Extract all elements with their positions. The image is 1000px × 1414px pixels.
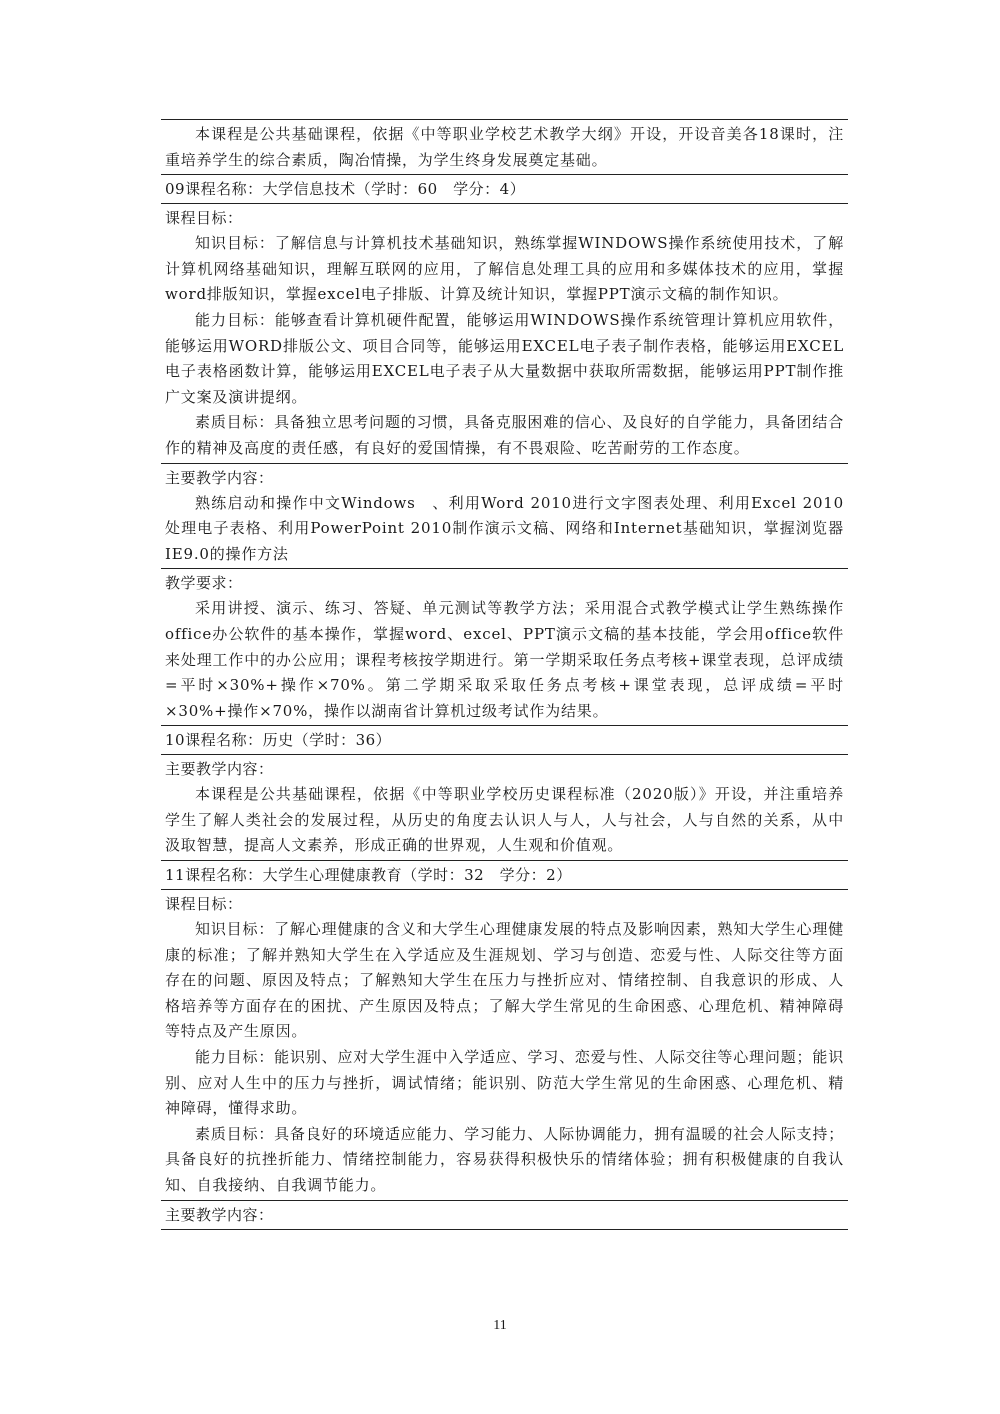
section-label: 主要教学内容：	[165, 760, 274, 779]
section-label: 主要教学内容：	[165, 468, 274, 487]
course-10-header: 10课程名称：历史（学时：36）	[161, 726, 848, 755]
paragraph: 熟练启动和操作中文Windows 、利用Word 2010进行文字图表处理、利用Excel 2010处理电子表格、利用PowerPoint 2010制作演示文稿、网络和Internet基础知识，掌握浏览器IE9.0的操作方法	[165, 493, 844, 563]
course-11-header: 11课程名称：大学生心理健康教育（学时：32 学分：2）	[161, 861, 848, 890]
section-label: 主要教学内容：	[165, 1205, 274, 1224]
section-label: 课程目标：	[165, 895, 243, 914]
course-table	[161, 119, 848, 1230]
course-09-objectives	[161, 204, 848, 463]
paragraph: 素质目标：具备独立思考问题的习惯，具备克服困难的信心、及良好的自学能力，具备团结合作的精神及高度的责任感，有良好的爱国情操，有不畏艰险、吃苦耐劳的工作态度。	[165, 413, 844, 457]
paragraph: 采用讲授、演示、练习、答疑、单元测试等教学方法；采用混合式教学模式让学生熟练操作office办公软件的基本操作，掌握word、excel、PPT演示文稿的基本技能，学会用office软件来处理工作中的办公应用；课程考核按学期进行。第一学期采取任务点考核+课堂表现，总评成绩=平时×30%+操作×70%。第二学期采取采取任务点考核+课堂表现，总评成绩=平时×30%+操作×70%，操作以湖南省计算机过级考试作为结果。	[165, 599, 844, 720]
course-09-teaching-requirements	[161, 569, 848, 726]
course-10-main-content	[161, 755, 848, 861]
paragraph: 本课程是公共基础课程，依据《中等职业学校历史课程标准（2020版）》开设，并注重培养学生了解人类社会的发展过程，从历史的角度去认识人与人，人与社会，人与自然的关系，从中汲取智慧，提高人文素养，形成正确的世界观，人生观和价值观。	[165, 785, 844, 855]
course-09-header: 09课程名称：大学信息技术（学时：60 学分：4）	[161, 175, 848, 204]
paragraph: 素质目标：具备良好的环境适应能力、学习能力、人际协调能力，拥有温暖的社会人际支持；具备良好的抗挫折能力、情绪控制能力，容易获得积极快乐的情绪体验；拥有积极健康的自我认知、自我接纳、自我调节能力。	[165, 1124, 844, 1194]
paragraph: 本课程是公共基础课程，依据《中等职业学校艺术教学大纲》开设，开设音美各18课时，注重培养学生的综合素质，陶冶情操，为学生终身发展奠定基础。	[165, 125, 844, 169]
paragraph: 知识目标：了解心理健康的含义和大学生心理健康发展的特点及影响因素，熟知大学生心理健康的标准；了解并熟知大学生在入学适应及生涯规划、学习与创造、恋爱与性、人际交往等方面存在的问题、原因及特点；了解熟知大学生在压力与挫折应对、情绪控制、自我意识的形成、人格培养等方面存在的困扰、产生原因及特点；了解大学生常见的生命困惑、心理危机、精神障碍等特点及产生原因。	[165, 920, 844, 1041]
section-label: 课程目标：	[165, 209, 243, 228]
course-11-main-content	[161, 1201, 848, 1230]
paragraph: 能力目标：能够查看计算机硬件配置，能够运用WINDOWS操作系统管理计算机应用软件，能够运用WORD排版公文、项目合同等，能够运用EXCEL电子表子制作表格，能够运用EXCEL电子表格函数计算，能够运用EXCEL电子表子从大量数据中获取所需数据，能够运用PPT制作推广文案及演讲提纲。	[165, 310, 844, 406]
paragraph: 能力目标：能识别、应对大学生涯中入学适应、学习、恋爱与性、人际交往等心理问题；能识别、应对人生中的压力与挫折，调试情绪；能识别、防范大学生常见的生命困惑、心理危机、精神障碍，懂得求助。	[165, 1048, 844, 1118]
paragraph: 知识目标：了解信息与计算机技术基础知识，熟练掌握WINDOWS操作系统使用技术，了解计算机网络基础知识，理解互联网的应用，了解信息处理工具的应用和多媒体技术的应用，掌握word排版知识，掌握excel电子排版、计算及统计知识，掌握PPT演示文稿的制作知识。	[165, 234, 844, 304]
page-number: 11	[493, 1318, 507, 1333]
course-08-content	[161, 120, 848, 175]
section-label: 教学要求：	[165, 574, 243, 593]
course-09-main-content	[161, 464, 848, 570]
course-11-objectives	[161, 890, 848, 1201]
